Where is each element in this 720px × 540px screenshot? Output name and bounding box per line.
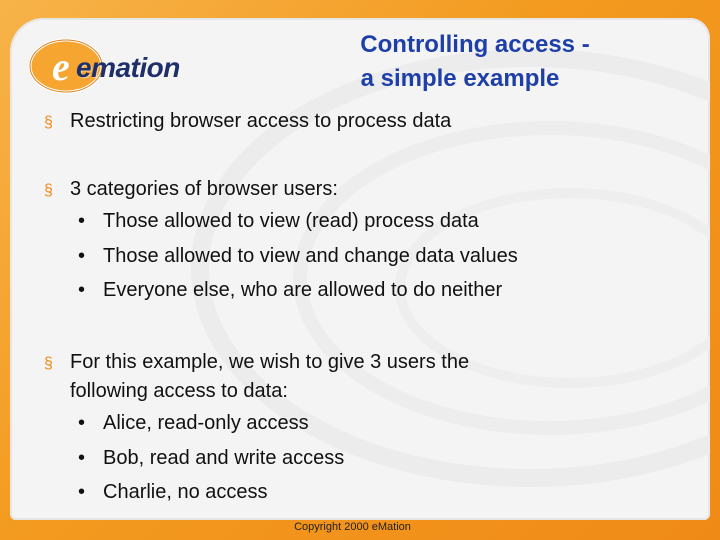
sub-bullet — [78, 475, 469, 510]
bullet-square-icon: § — [44, 355, 53, 372]
bullet-3-text-line-2: following access to data: — [70, 380, 288, 402]
logo-wordmark: emation — [76, 52, 180, 83]
bullet-3-text-line-1: For this example, we wish to give 3 users the — [70, 351, 470, 373]
bullet-2-text: 3 categories of browser users: — [70, 178, 338, 200]
sub-bullet-dot-icon: • — [78, 446, 86, 469]
sub-bullet — [78, 273, 518, 308]
sub-bullet-dot-icon: • — [78, 244, 86, 267]
sub-bullet-text: Bob, read and write access — [103, 446, 345, 469]
sub-bullet-dot-icon: • — [78, 481, 86, 503]
slide-title — [300, 28, 650, 96]
sub-bullet-dot-icon: • — [78, 279, 86, 301]
bullet-2 — [44, 175, 518, 308]
title-line-2: a simple example — [360, 65, 560, 92]
title-line-1: Controlling access - — [360, 31, 590, 58]
sub-bullet — [78, 441, 469, 476]
svg-text:e: e — [52, 44, 70, 89]
bullet-1 — [44, 107, 451, 136]
bullet-square-icon: § — [44, 182, 53, 199]
sub-bullet-text: Everyone else, who are allowed to do neither — [103, 279, 503, 301]
sub-bullet-text: Those allowed to view (read) process data — [103, 210, 479, 232]
sub-bullet-dot-icon: • — [78, 412, 86, 434]
bullet-3 — [44, 348, 469, 510]
sub-bullet-text: Charlie, no access — [103, 481, 268, 503]
sub-bullet — [78, 406, 469, 441]
sub-bullet-text: Alice, read-only access — [103, 412, 309, 434]
sub-bullet — [78, 239, 518, 274]
bullet-1-text: Restricting browser access to process data — [70, 110, 452, 132]
emation-logo — [26, 28, 216, 98]
bullet-square-icon: § — [44, 114, 53, 131]
copyright-footer: Copyright 2000 eMation — [294, 521, 411, 533]
sub-bullet-text: Those allowed to view and change data values — [103, 244, 518, 267]
sub-bullet-dot-icon: • — [78, 210, 86, 232]
sub-bullet — [78, 204, 518, 239]
